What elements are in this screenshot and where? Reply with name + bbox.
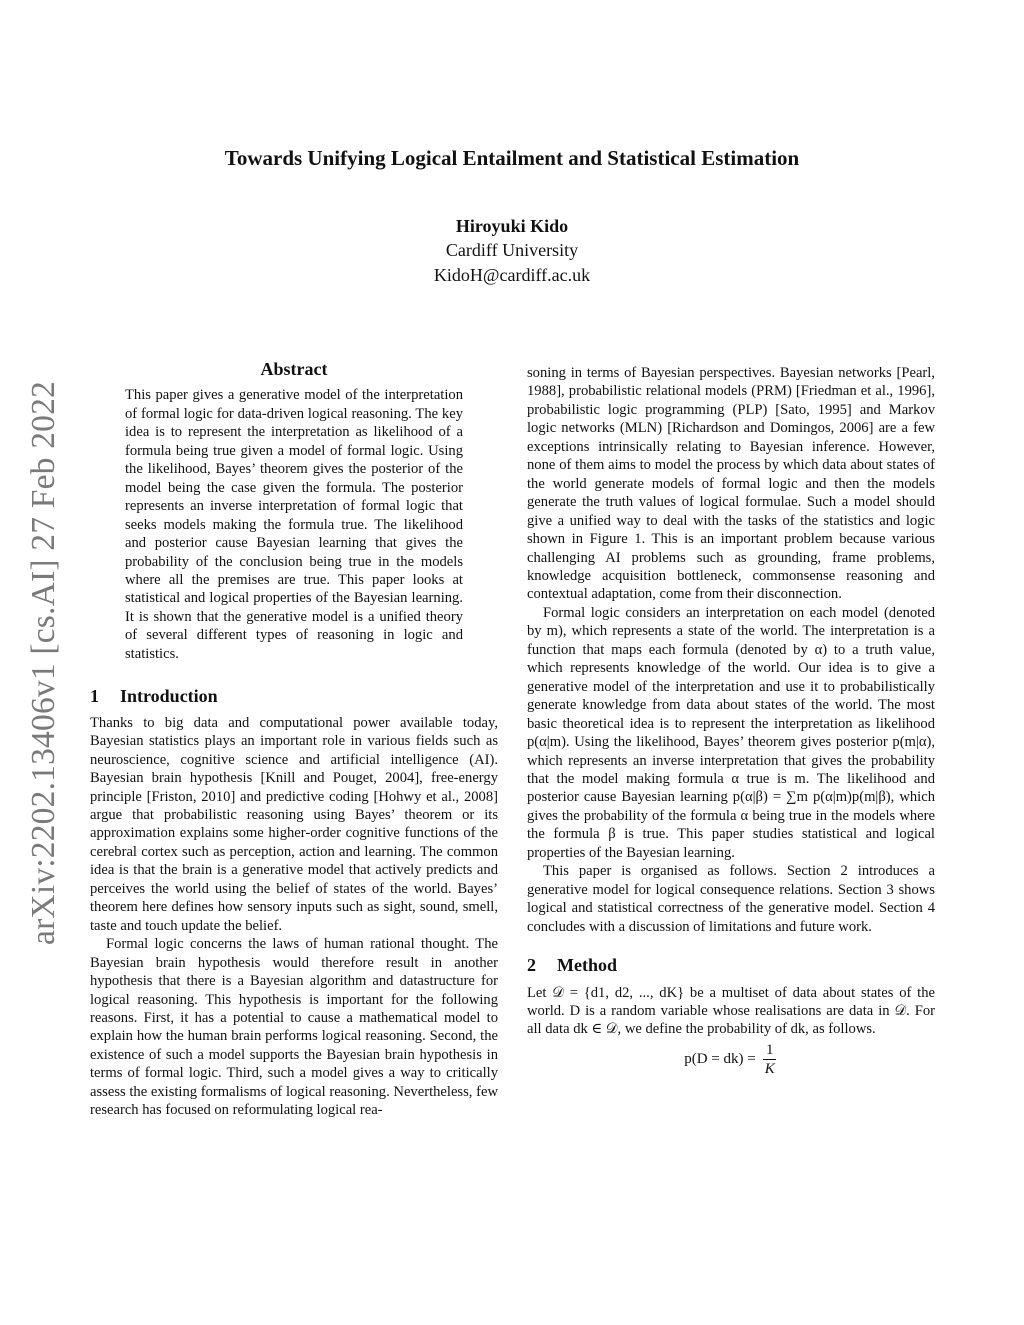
author-email: KidoH@cardiff.ac.uk <box>433 265 591 285</box>
equation-fraction <box>762 1041 778 1078</box>
body-paragraph: soning in terms of Bayesian perspectives. Bayesian networks [Pearl, 1988], probabilistic relational models (PRM) [Friedman et al., 1996], probabilistic logic programming (PLP) [Sato, 1995] and Markov logic networks (MLN) [Richardson and Domingos, 2006] are a few exceptions intrinsically relating to Bayesian inference. However, none of them aims to model the process by which data about states of the world generate models of formal logic and then the models generate the truth values of logical formulae. Such a model should give a unified way to deal with the tasks of the statistics and logic shown in Figure 1. This is an important problem because various challenging AI problems such as grounding, frame problems, knowledge acquisition bottleneck, commonsense reasoning and contextual adaptation, come from their disconnection. <box>527 365 935 603</box>
fraction-denominator: K <box>764 1060 775 1077</box>
abstract-heading: Abstract <box>260 359 328 379</box>
intro-paragraph: Thanks to big data and computational power available today, Bayesian statistics plays an important role in various fields such as neuroscience, cognitive science and artificial intelligence (AI). Bayesian brain hypothesis [Knill and Pouget, 2004], free-energy principle [Friston, 2010] and predictive coding [Hohwy et al., 2008] argue that probabilistic reasoning using Bayes’ theorem or its approximation explains some higher-order cognitive functions of the cerebral cortex such as perception, action and learning. The common idea is that the brain is a generative model that actively predicts and perceives the world using the belief of states of the world. Bayes’ theorem here defines how sensory inputs such as sight, sound, smell, taste and touch update the belief. <box>90 714 498 934</box>
body-paragraph: This paper is organised as follows. Section 2 introduces a generative model for logical consequence relations. Section 3 shows logical and statistical correctness of the generative model. Section 4 concludes with a discussion of limitations and future work. <box>527 863 935 935</box>
right-column <box>527 364 935 1078</box>
body-paragraph: Formal logic considers an interpretation on each model (denoted by m), which represents a state of the world. The interpretation is a function that maps each formula (denoted by α) to a truth value, which represents knowledge of the world. Our idea is to give a generative model of the interpretation and use it to probabilistically generate knowledge from data about states of the world. The most basic theoretical idea is to represent the interpretation as likelihood p(α|m). Using the likelihood, Bayes’ theorem gives posterior p(m|α), which represents an inverse interpretation that gives the probability that the model making formula α true is m. The likelihood and posterior cause Bayesian learning p(α|β) = ∑m p(α|m)p(m|β), which gives the probability of the formula α being true in the models where the formula β is true. This paper studies statistical and logical properties of the Bayesian learning. <box>527 604 935 861</box>
paper-title: Towards Unifying Logical Entailment and Statistical Estimation <box>224 146 800 170</box>
section-number: 1 <box>90 686 99 707</box>
abstract-text: This paper gives a generative model of the interpretation of formal logic for data-driven logical reasoning. The key idea is to represent the interpretation as likelihood of a formula being true given a model of formal logic. Using the likelihood, Bayes’ theorem gives the posterior of the model being the case given the formula. The posterior represents an inverse interpretation of formal logic that seeks models making the formula true. The likelihood and posterior cause Bayesian learning that gives the probability of the conclusion being true in the models where all the premises are true. This paper looks at statistical and logical properties of the Bayesian learning. It is shown that the generative model is a unified theory of several different types of reasoning in logic and statistics. <box>125 387 463 662</box>
intro-paragraph: Formal logic concerns the laws of human rational thought. The Bayesian brain hypothesis would therefore result in another hypothesis that there is a Bayesian algorithm and datastructure for logical reasoning. This hypothesis is important for the following reasons. First, it has a potential to cause a mathematical model to explain how the human brain performs logical reasoning. Second, the existence of such a model supports the Bayesian brain hypothesis in terms of formal logic. Third, such a model gives a way to critically assess the existing formalisms of logical reasoning. Nevertheless, few research has focused on reformulating logical rea- <box>90 936 498 1119</box>
section-heading-introduction <box>90 687 498 705</box>
section-heading-method <box>527 956 935 974</box>
equation-lhs: p(D = dk) = <box>684 1051 756 1068</box>
fraction-numerator: 1 <box>763 1041 777 1060</box>
author-affiliation: Cardiff University <box>445 240 579 260</box>
section-title: Introduction <box>120 686 218 707</box>
section-title: Method <box>557 955 617 976</box>
section-number: 2 <box>527 955 536 976</box>
author-name: Hiroyuki Kido <box>455 216 569 236</box>
equation <box>527 1041 935 1078</box>
arxiv-identifier: arXiv:2202.13406v1 [cs.AI] 27 Feb 2022 <box>25 381 62 945</box>
left-column <box>90 360 498 1120</box>
method-paragraph: Let 𝒟 = {d1, d2, ..., dK} be a multiset of data about states of the world. D is a random variable whose realisations are data in 𝒟. For all data dk ∈ 𝒟, we define the probability of dk, as follows. <box>527 984 935 1038</box>
